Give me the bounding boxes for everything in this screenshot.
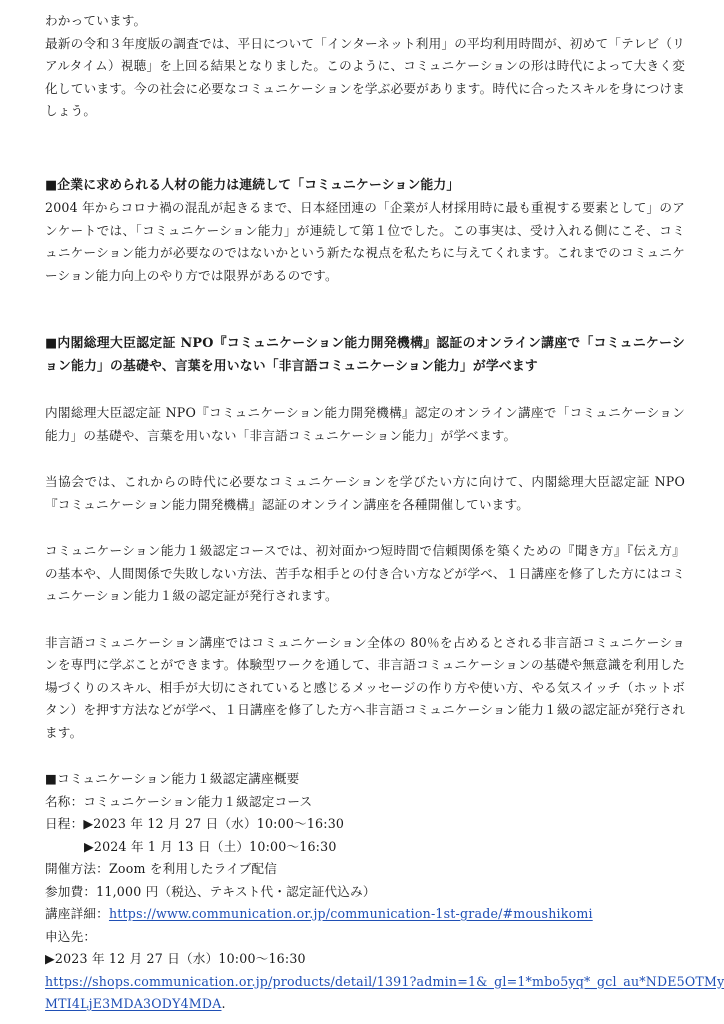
overview-apply-label: 申込先：: [45, 928, 97, 944]
overview-details-label: 講座詳細：: [45, 906, 109, 921]
course-paragraph-1: 内閣総理大臣認定証 NPO『コミュニケーション能力開発機構』認定のオンライン講座で「コミュニケーション能力」の基礎や、言葉を用いない「非言語コミュニケーション能力」が学べます。: [45, 405, 685, 443]
overview-schedule-2: ▶2024 年 1 月 13 日（土）10:00～16:30: [84, 838, 337, 854]
course-paragraph-4: 非言語コミュニケーション講座ではコミュニケーション全体の 80％を占めるとされる非言語コミュニケーションを専門に学ぶことができます。体験型ワークを通して、非言語コミュニケーションの基礎や無意識を利用した場づくりのスキル、相手が大切にされていると感じるメッセージの作り方や使い方、やる気スイッチ（ホットボタン）を押す方法などが学べ、１日講座を修了した方へ非言語コミュニケーション能力１級の認定証が発行されます。: [45, 634, 685, 740]
course-paragraph-2: 当協会では、これからの時代に必要なコミュニケーションを学びたい方に向けて、内閣総理大臣認定証 NPO『コミュニケーション能力開発機構』認証のオンライン講座を各種開催しています。: [45, 474, 685, 512]
overview-schedule-1: 日程：▶2023 年 12 月 27 日（水）10:00～16:30: [45, 816, 345, 831]
overview-details: [45, 903, 685, 926]
overview-name: 名称：コミュニケーション能力１級認定コース: [45, 793, 313, 809]
course-details-link[interactable]: https://www.communication.or.jp/communication-1st-grade/#moushikomi: [108, 906, 593, 921]
apply-link-part-2[interactable]: MTI4LjE3MDA3ODY4MDA: [45, 996, 222, 1011]
section-heading-company-skills: ■企業に求められる人材の能力は連続して「コミュニケーション能力」: [45, 177, 460, 193]
section-paragraph-company-skills: 2004 年からコロナ禍の混乱が起きるまで、日本経団連の「企業が人材採用時に最も重視する要素として」のアンケートでは、「コミュニケーション能力」が連続して第１位でした。この事実は、受け入れる側にこそ、コミュニケーション能力が必要なのではないかという新たな視点を私たちに与えてくれます。これまでのコミュニケーション能力向上のやり方では限界があるのです。: [45, 200, 685, 283]
overview-fee: 参加費：11,000 円（税込、テキスト代・認定証代込み）: [45, 883, 376, 899]
intro-paragraph: 最新の令和３年度版の調査では、平日について「インターネット利用」の平均利用時間が、初めて「テレビ（リアルタイム）視聴」を上回る結果となりました。このように、コミュニケーションの形は時代によって大きく変化しています。今の社会に必要なコミュニケーションを学ぶ必要があります。時代に合ったスキルを身につけましょう。: [45, 35, 685, 118]
overview-method: 開催方法：Zoom を利用したライブ配信: [45, 861, 278, 876]
apply-link-part-1[interactable]: https://shops.communication.or.jp/products/detail/1391?admin=1&_gl=1*mbo5yq*_gcl_au*NDE5OTMy: [45, 973, 724, 989]
apply-link-period: .: [221, 996, 226, 1011]
overview-apply-date: ▶2023 年 12 月 27 日（水）10:00～16:30: [45, 951, 306, 966]
overview-heading: ■コミュニケーション能力１級認定講座概要: [45, 771, 300, 786]
overview-apply-url-1: [45, 971, 724, 994]
section-heading-online-course: ■内閣総理大臣認定証 NPO『コミュニケーション能力開発機構』認証のオンライン講座で「コミュニケーション能力」の基礎や、言葉を用いない「非言語コミュニケーション能力」が学べます: [45, 336, 685, 374]
document-page: [45, 0, 724, 1016]
course-paragraph-3: コミュニケーション能力１級認定コースでは、初対面かつ短時間で信頼関係を築くための『聞き方』『伝え方』の基本や、人間関係で失敗しない方法、苦手な相手との付き合い方などが学べ、１日講座を修了した方にはコミュニケーション能力１級の認定証が発行されます。: [45, 543, 685, 603]
overview-apply-url-2: [45, 993, 685, 1016]
intro-continuation: わかっています。: [45, 13, 147, 28]
